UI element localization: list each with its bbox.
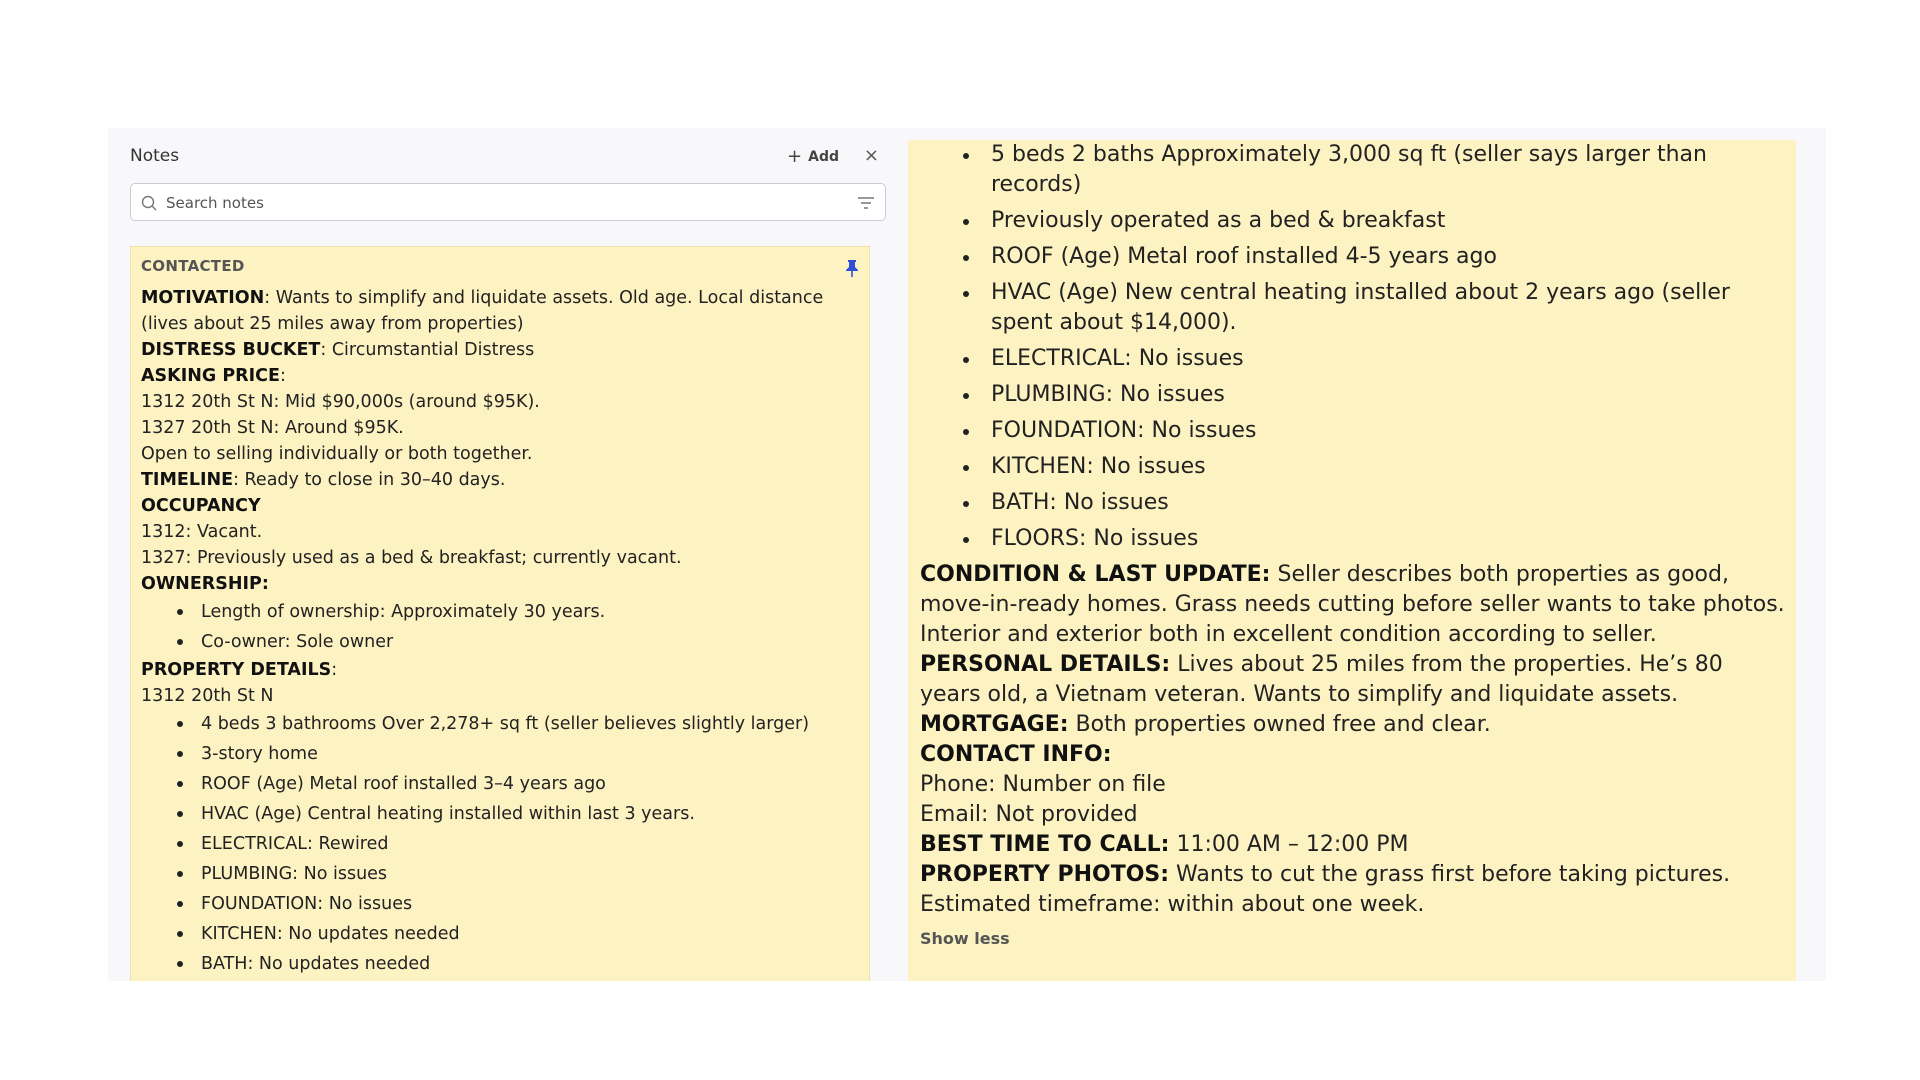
list-item: 3-story home	[201, 739, 859, 769]
list-item: FOUNDATION: No issues	[201, 889, 859, 919]
property-label: PROPERTY DETAILS	[141, 660, 332, 680]
note-detail-panel	[908, 140, 1796, 981]
pin-icon[interactable]	[845, 259, 859, 277]
personal-label: PERSONAL DETAILS:	[920, 652, 1171, 677]
show-less-link[interactable]: Show less	[920, 929, 1010, 948]
notes-title: Notes	[130, 146, 180, 166]
list-item: FLOORS: No issues	[991, 524, 1788, 554]
close-icon[interactable]: ×	[863, 145, 879, 166]
condition-text: Seller describes both properties as good, move-in-ready homes. Grass needs cutting before seller wants to take photos. Interior and exterior both in excellent condition according to seller.	[920, 562, 1785, 647]
asking-line: Open to selling individually or both together.	[141, 444, 533, 464]
list-item: Previously operated as a bed & breakfast	[991, 206, 1788, 236]
distress-label: DISTRESS BUCKET	[141, 340, 321, 360]
note-status: CONTACTED	[141, 257, 245, 275]
search-icon	[141, 195, 157, 211]
notes-header	[130, 142, 879, 170]
add-note-button[interactable]	[787, 146, 839, 167]
personal-text: Lives about 25 miles from the properties. He’s 80 years old, a Vietnam veteran. Wants to simplify and liquidate assets.	[920, 652, 1723, 707]
list-item: PLUMBING: No issues	[201, 859, 859, 889]
list-item: KITCHEN: No issues	[991, 452, 1788, 482]
motivation-text: : Wants to simplify and liquidate assets. Old age. Local distance	[264, 288, 824, 308]
note-card[interactable]	[130, 246, 870, 981]
motivation-label: MOTIVATION	[141, 288, 265, 308]
note-body	[141, 285, 859, 979]
notes-screenshot	[108, 128, 1826, 981]
list-item: 5 beds 2 baths Approximately 3,000 sq ft (seller says larger than records)	[991, 140, 1788, 200]
phone-line: Phone: Number on file	[920, 772, 1166, 797]
mortgage-label: MORTGAGE:	[920, 712, 1069, 737]
list-item: FOUNDATION: No issues	[991, 416, 1788, 446]
add-label: Add	[808, 149, 839, 165]
list-item: KITCHEN: No updates needed	[201, 919, 859, 949]
best-time-text: 11:00 AM – 12:00 PM	[1169, 832, 1409, 857]
list-item: ROOF (Age) Metal roof installed 3–4 years ago	[201, 769, 859, 799]
list-item: Co-owner: Sole owner	[201, 627, 859, 657]
distress-text: : Circumstantial Distress	[320, 340, 535, 360]
asking-colon: :	[279, 366, 286, 386]
occupancy-line: 1327: Previously used as a bed & breakfast; currently vacant.	[141, 548, 682, 568]
mortgage-text: Both properties owned free and clear.	[1068, 712, 1491, 737]
note-detail-body	[920, 140, 1788, 954]
notes-panel	[108, 128, 901, 981]
ownership-label: OWNERSHIP:	[141, 574, 269, 594]
best-time-label: BEST TIME TO CALL:	[920, 832, 1170, 857]
timeline-label: TIMELINE	[141, 470, 234, 490]
motivation-text-2: (lives about 25 miles away from properties)	[141, 314, 524, 334]
search-input[interactable]	[164, 190, 828, 216]
asking-line: 1312 20th St N: Mid $90,000s (around $95K).	[141, 392, 540, 412]
asking-line: 1327 20th St N: Around $95K.	[141, 418, 404, 438]
property-address: 1312 20th St N	[141, 686, 274, 706]
asking-label: ASKING PRICE	[141, 366, 280, 386]
filter-icon[interactable]	[857, 196, 875, 210]
list-item: ROOF (Age) Metal roof installed 4-5 years ago	[991, 242, 1788, 272]
plus-icon: +	[787, 146, 803, 167]
list-item: HVAC (Age) New central heating installed about 2 years ago (seller spent about $14,000).	[991, 278, 1788, 338]
search-box	[130, 183, 886, 221]
condition-label: CONDITION & LAST UPDATE:	[920, 562, 1271, 587]
photos-label: PROPERTY PHOTOS:	[920, 862, 1170, 887]
property-list	[141, 709, 859, 979]
contact-label: CONTACT INFO:	[920, 742, 1112, 767]
list-item: Length of ownership: Approximately 30 years.	[201, 597, 859, 627]
photos-text: Wants to cut the grass first before taking pictures.	[1169, 862, 1731, 887]
occupancy-label: OCCUPANCY	[141, 496, 261, 516]
ownership-list	[141, 597, 859, 657]
list-item: HVAC (Age) Central heating installed within last 3 years.	[201, 799, 859, 829]
list-item: ELECTRICAL: Rewired	[201, 829, 859, 859]
list-item: BATH: No updates needed	[201, 949, 859, 979]
property-colon: :	[331, 660, 338, 680]
list-item: 4 beds 3 bathrooms Over 2,278+ sq ft (seller believes slightly larger)	[201, 709, 859, 739]
list-item: PLUMBING: No issues	[991, 380, 1788, 410]
list-item: BATH: No issues	[991, 488, 1788, 518]
detail-list	[920, 140, 1788, 554]
occupancy-line: 1312: Vacant.	[141, 522, 263, 542]
email-line: Email: Not provided	[920, 802, 1138, 827]
list-item: ELECTRICAL: No issues	[991, 344, 1788, 374]
timeline-text: : Ready to close in 30–40 days.	[233, 470, 506, 490]
timeframe-line: Estimated timeframe: within about one week.	[920, 892, 1425, 917]
